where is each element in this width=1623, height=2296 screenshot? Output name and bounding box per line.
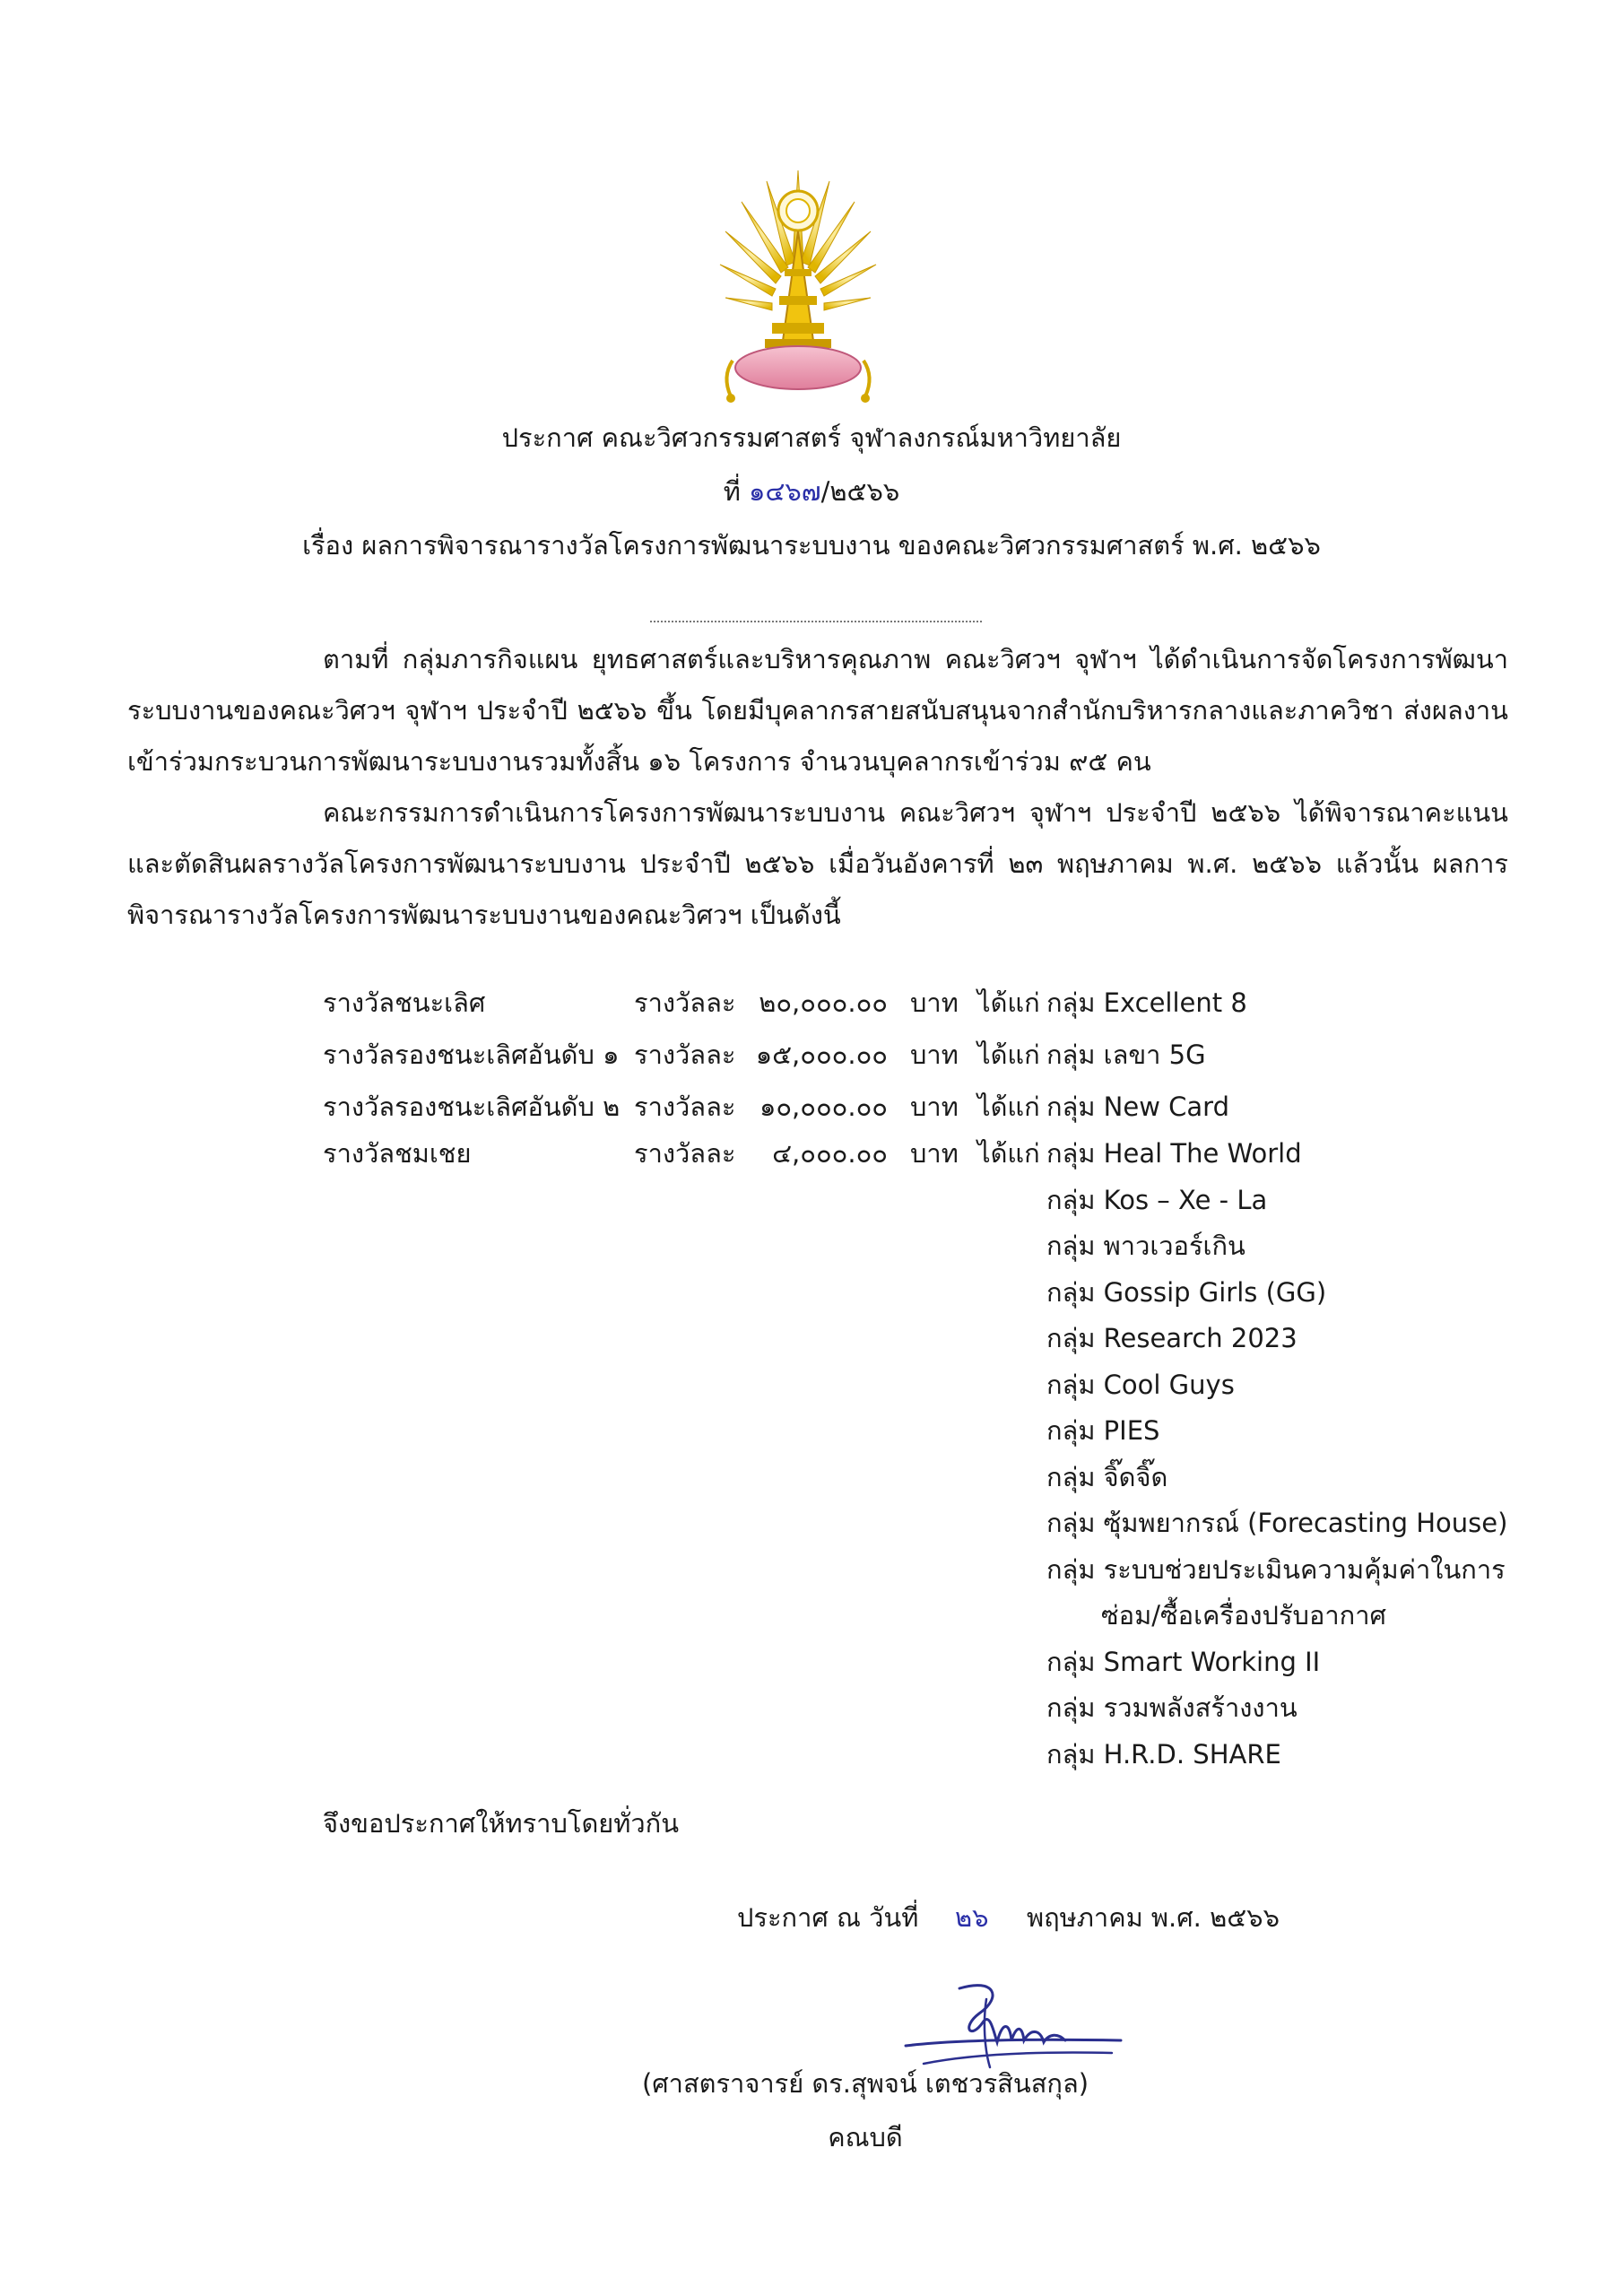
date-day: ๒๖	[955, 1902, 989, 1933]
honorable-group: กลุ่ม รวมพลังสร้างงาน	[1046, 1692, 1298, 1723]
award-per: รางวัลละ	[634, 1138, 736, 1169]
award-per: รางวัลละ	[634, 1091, 736, 1122]
award-per: รางวัลละ	[634, 987, 736, 1018]
honorable-group: กลุ่ม พาวเวอร์เกิน	[1046, 1231, 1245, 1261]
award-baht: บาท	[910, 1091, 959, 1122]
honorable-group-continuation: ซ่อม/ซื้อเครื่องปรับอากาศ	[1101, 1600, 1386, 1631]
award-group: กลุ่ม Excellent 8	[1046, 987, 1247, 1018]
honorable-group: กลุ่ม PIES	[1046, 1415, 1160, 1446]
award-amount: ๑๕,๐๐๐.๐๐	[755, 1039, 888, 1070]
signer-name: (ศาสตราจารย์ ดร.สุพจน์ เตชวรสินสกุล)	[641, 2068, 1089, 2099]
award-group: กลุ่ม New Card	[1046, 1091, 1229, 1122]
award-group: กลุ่ม เลขา 5G	[1046, 1039, 1206, 1070]
award-per: รางวัลละ	[634, 1039, 736, 1070]
divider	[650, 621, 982, 622]
award-amount: ๒๐,๐๐๐.๐๐	[759, 987, 888, 1018]
award-baht: บาท	[910, 1138, 959, 1169]
signature	[897, 1978, 1130, 2076]
date-rest: พฤษภาคม พ.ศ. ๒๕๖๖	[1027, 1902, 1280, 1933]
award-baht: บาท	[910, 987, 959, 1018]
paragraph-1-text: ตามที่ กลุ่มภารกิจแผน ยุทธศาสตร์และบริหารคุณภาพ คณะวิศวฯ จุฬาฯ ได้ดำเนินการจัดโครงการพัฒนาระบบงานของคณะวิศวฯ จุฬาฯ ประจำปี ๒๕๖๖ ขึ้น โดยมีบุคลากรสายสนับสนุนจากสำนักบริหารกลางและภาควิชา ส่งผลงานเข้าร่วมกระบวนการพัฒนาระบบงานรวมทั้งสิ้น ๑๖ โครงการ จำนวนบุคลากรเข้าร่วม ๙๕ คน	[127, 644, 1508, 777]
award-prize: รางวัลรองชนะเลิศอันดับ ๑	[323, 1039, 620, 1070]
document-number	[0, 471, 1623, 512]
paragraph-2	[127, 787, 1508, 941]
award-given: ได้แก่	[977, 1091, 1040, 1122]
honorable-group: กลุ่ม Research 2023	[1046, 1323, 1298, 1353]
document-number-value: ๑๔๖๗	[749, 476, 821, 507]
date-prefix: ประกาศ ณ วันที่	[737, 1902, 919, 1933]
honorable-group: กลุ่ม Cool Guys	[1046, 1370, 1235, 1400]
honorable-group: กลุ่ม Smart Working II	[1046, 1647, 1321, 1677]
award-prize: รางวัลชมเชย	[323, 1138, 472, 1169]
honorable-group: กลุ่ม จิ๊ดจิ๊ด	[1046, 1462, 1168, 1492]
paragraph-1	[127, 634, 1508, 787]
award-given: ได้แก่	[977, 1039, 1040, 1070]
paragraph-2-text: คณะกรรมการดำเนินการโครงการพัฒนาระบบงาน คณะวิศวฯ จุฬาฯ ประจำปี ๒๕๖๖ ได้พิจารณาคะแนนและตัดสินผลรางวัลโครงการพัฒนาระบบงาน ประจำปี ๒๕๖๖ เมื่อวันอังคารที่ ๒๓ พฤษภาคม พ.ศ. ๒๕๖๖ แล้วนั้น ผลการพิจารณารางวัลโครงการพัฒนาระบบงานของคณะวิศวฯ เป็นดังนี้	[127, 797, 1508, 930]
award-baht: บาท	[910, 1039, 959, 1070]
award-given: ได้แก่	[977, 1138, 1040, 1169]
award-amount: ๔,๐๐๐.๐๐	[772, 1138, 888, 1169]
award-prize: รางวัลรองชนะเลิศอันดับ ๒	[323, 1091, 621, 1122]
subject-line: เรื่อง ผลการพิจารณารางวัลโครงการพัฒนาระบบงาน ของคณะวิศวกรรมศาสตร์ พ.ศ. ๒๕๖๖	[302, 530, 1321, 561]
university-emblem-icon	[713, 161, 883, 404]
honorable-group: กลุ่ม Kos – Xe - La	[1046, 1185, 1268, 1215]
document-number-prefix: ที่	[723, 476, 741, 507]
announcement-heading: ประกาศ คณะวิศวกรรมศาสตร์ จุฬาลงกรณ์มหาวิทยาลัย	[501, 422, 1122, 453]
award-prize: รางวัลชนะเลิศ	[323, 987, 486, 1018]
award-given: ได้แก่	[977, 987, 1040, 1018]
honorable-group: กลุ่ม H.R.D. SHARE	[1046, 1739, 1281, 1770]
closing-statement: จึงขอประกาศให้ทราบโดยทั่วกัน	[323, 1808, 680, 1839]
document-number-suffix: /๒๕๖๖	[820, 476, 900, 507]
award-amount: ๑๐,๐๐๐.๐๐	[759, 1091, 888, 1122]
signer-title: คณบดี	[828, 2122, 903, 2152]
honorable-group: กลุ่ม Gossip Girls (GG)	[1046, 1277, 1327, 1308]
honorable-group: กลุ่ม ซุ้มพยากรณ์ (Forecasting House)	[1046, 1508, 1508, 1538]
honorable-group: กลุ่ม ระบบช่วยประเมินความคุ้มค่าในการ	[1046, 1554, 1506, 1585]
award-group: กลุ่ม Heal The World	[1046, 1138, 1302, 1169]
